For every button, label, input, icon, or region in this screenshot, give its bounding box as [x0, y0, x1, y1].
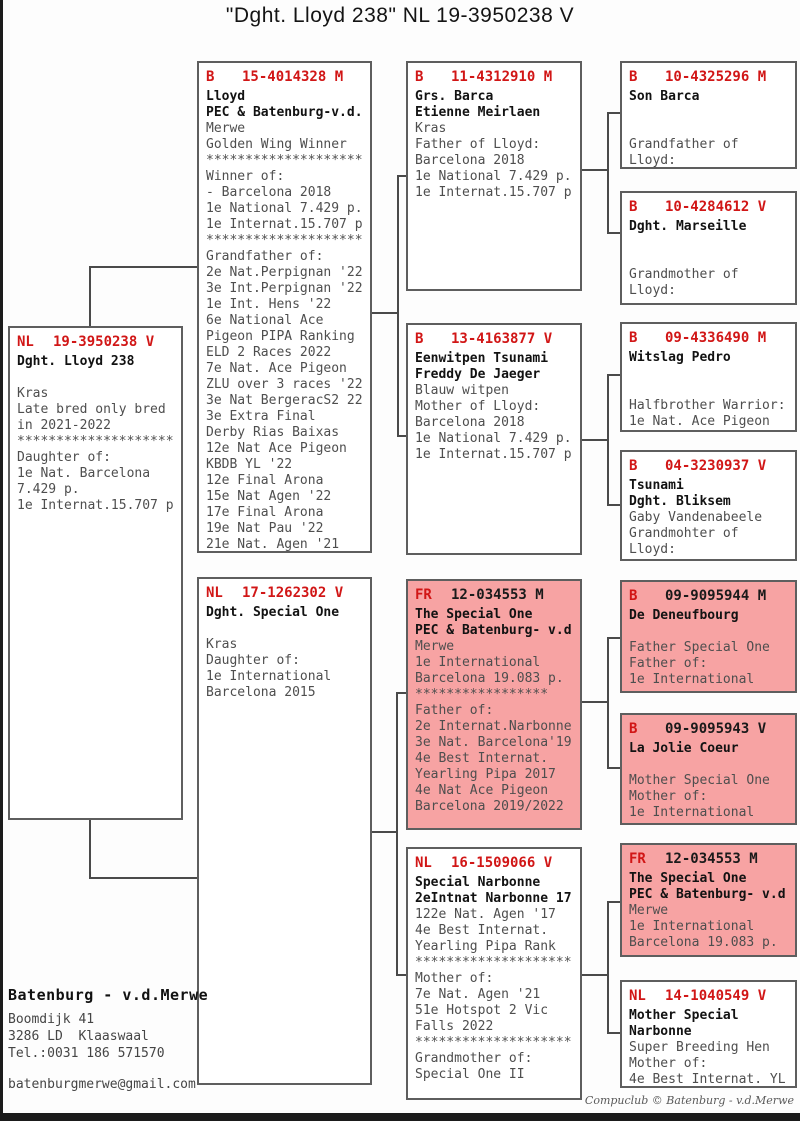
- ring-id: 09-4336490 M: [665, 330, 767, 346]
- pedigree-line: [629, 366, 792, 382]
- pedigree-line: Daughter of:: [206, 653, 300, 668]
- pedigree-line: Merwe: [629, 903, 669, 918]
- compuclub-credit: Compuclub © Batenburg - v.d.Merwe: [584, 1094, 794, 1107]
- pedigree-line: *****************: [415, 687, 549, 702]
- pedigree-line: 1e National 7.429 p.: [206, 201, 363, 216]
- pedigree-line: Mother Special One: [629, 773, 770, 788]
- pedigree-line: Yearling Pipa 2017: [415, 767, 556, 782]
- pedigree-line: Lloyd:: [629, 283, 676, 298]
- pedigree-line: 7e Nat. Ace Pigeon: [206, 361, 347, 376]
- pedigree-line: 17e Final Arona: [206, 505, 324, 520]
- country-code: B: [629, 330, 638, 346]
- country-code: B: [629, 588, 638, 604]
- pedigree-line: 1e National 7.429 p.: [415, 431, 572, 446]
- pedigree-line: 4e Nat Ace Pigeon: [415, 783, 549, 798]
- pedigree-box-tsunami: [620, 450, 797, 561]
- pedigree-line: 1e Nat. Ace Pigeon: [629, 414, 770, 429]
- ring-number: [415, 329, 577, 349]
- pedigree-line: Father of:: [629, 656, 708, 671]
- pigeon-name: Tsunami: [629, 478, 684, 493]
- ring-number: [415, 67, 577, 87]
- pedigree-line: 4e Best Internat. YL: [629, 1072, 786, 1087]
- ring-id: 16-1509066 V: [451, 855, 553, 871]
- pedigree-line: Blauw witpen: [415, 383, 509, 398]
- pedigree-line: 1e Internat.15.707 p: [415, 185, 572, 200]
- ring-id: 10-4284612 V: [665, 199, 767, 215]
- pedigree-line: 1e National 7.429 p.: [415, 169, 572, 184]
- pedigree-line: Super Breeding Hen: [629, 1040, 770, 1055]
- pedigree-box-subject: [8, 326, 183, 820]
- pedigree-line: 4e Best Internat.: [415, 751, 549, 766]
- pedigree-box-lloyd: [197, 61, 372, 553]
- pedigree-line: 1e Internat.15.707 p: [206, 217, 363, 232]
- ring-number: [206, 67, 367, 87]
- pedigree-line: ********************: [206, 153, 363, 168]
- pedigree-box-special_narbonne: [406, 847, 582, 1100]
- pedigree-line: Winner of:: [206, 169, 285, 184]
- pedigree-line: 1e International: [629, 672, 755, 687]
- pedigree-line: KBDB YL '22: [206, 457, 293, 472]
- pedigree-line: ELD 2 Races 2022: [206, 345, 332, 360]
- pedigree-box-witslag_pedro: [620, 322, 797, 432]
- pigeon-name: The Special One: [629, 871, 747, 886]
- ring-number: [629, 586, 792, 606]
- pedigree-line: 4e Best Internat.: [415, 923, 549, 938]
- pedigree-line: 12e Final Arona: [206, 473, 324, 488]
- country-code: B: [629, 199, 638, 215]
- pedigree-line: ********************: [206, 233, 363, 248]
- ring-id: 14-1040549 V: [665, 988, 767, 1004]
- ring-id: 15-4014328 M: [242, 69, 344, 85]
- pedigree-line: ********************: [415, 955, 572, 970]
- pedigree-line: Barcelona 2018: [415, 415, 525, 430]
- ring-number: [629, 986, 792, 1006]
- pigeon-name: Eenwitpen Tsunami: [415, 351, 549, 366]
- pedigree-line: [629, 235, 792, 251]
- pedigree-line: Merwe: [415, 639, 455, 654]
- country-code: NL: [206, 585, 223, 601]
- pedigree-line: Grandfather of:: [206, 249, 324, 264]
- pigeon-name: Dght. Lloyd 238: [17, 354, 135, 369]
- pedigree-line: 21e Nat. Agen '21: [206, 537, 340, 552]
- country-code: B: [629, 721, 638, 737]
- pedigree-line: 51e Hotspot 2 Vic: [415, 1003, 549, 1018]
- pedigree-line: 1e International: [629, 919, 755, 934]
- ring-number: [17, 332, 178, 352]
- pedigree-line: Falls 2022: [415, 1019, 494, 1034]
- loft-address-line: 3286 LD Klaaswaal: [8, 1029, 149, 1044]
- ring-number: [206, 583, 367, 603]
- ring-id: 09-9095944 M: [665, 588, 767, 604]
- loft-contact-block: [8, 987, 208, 1093]
- pigeon-name: Etienne Meirlaen: [415, 105, 541, 120]
- ring-id: 11-4312910 M: [451, 69, 553, 85]
- loft-address-line: Boomdijk 41: [8, 1012, 95, 1027]
- pedigree-box-dght_marseille: [620, 191, 797, 305]
- ring-id: 12-034553 M: [451, 587, 544, 603]
- ring-number: [415, 585, 577, 605]
- pedigree-line: Barcelona 19.083 p.: [629, 935, 778, 950]
- pedigree-line: ZLU over 3 races '22: [206, 377, 363, 392]
- pedigree-box-mother_special_narbonne: [620, 980, 797, 1088]
- pedigree-line: Lloyd:: [629, 542, 676, 557]
- pedigree-line: Daughter of:: [17, 450, 111, 465]
- ring-id: 13-4163877 V: [451, 331, 553, 347]
- pedigree-box-grs_barca: [406, 61, 582, 291]
- pedigree-line: 3e Nat. Barcelona'19: [415, 735, 572, 750]
- pedigree-line: - Barcelona 2018: [206, 185, 332, 200]
- pigeon-name: 2eIntnat Narbonne 17: [415, 891, 572, 906]
- pedigree-line: 7e Nat. Agen '21: [415, 987, 541, 1002]
- country-code: B: [206, 69, 215, 85]
- pedigree-line: Lloyd:: [629, 153, 676, 168]
- pedigree-line: Golden Wing Winner: [206, 137, 347, 152]
- pedigree-line: Special One II: [415, 1067, 525, 1082]
- pedigree-line: 15e Nat Agen '22: [206, 489, 332, 504]
- pigeon-name: PEC & Batenburg- v.d: [629, 887, 786, 902]
- country-code: B: [629, 69, 638, 85]
- pedigree-line: Merwe: [206, 121, 246, 136]
- pedigree-line: 2e Internat.Narbonne: [415, 719, 572, 734]
- country-code: FR: [629, 851, 646, 867]
- pedigree-line: Gaby Vandenabeele: [629, 510, 763, 525]
- pedigree-line: ********************: [415, 1035, 572, 1050]
- pedigree-line: Mother of Lloyd:: [415, 399, 541, 414]
- pedigree-line: Grandmother of:: [415, 1051, 533, 1066]
- pigeon-name: PEC & Batenburg- v.d: [415, 623, 572, 638]
- ring-number: [629, 197, 792, 217]
- pedigree-box-dght_special_one: [197, 577, 372, 1085]
- country-code: B: [415, 331, 424, 347]
- pedigree-line: Barcelona 2018: [415, 153, 525, 168]
- ring-id: 17-1262302 V: [242, 585, 344, 601]
- pedigree-line: 1e Nat. Barcelona: [17, 466, 151, 481]
- ring-id: 19-3950238 V: [53, 334, 155, 350]
- pedigree-line: Father of:: [415, 703, 494, 718]
- pigeon-name: De Deneufbourg: [629, 608, 739, 623]
- pedigree-line: Father Special One: [629, 640, 770, 655]
- pigeon-name: Dght. Bliksem: [629, 494, 731, 509]
- pedigree-box-eenwitpen_tsunami: [406, 323, 582, 555]
- pedigree-line: 6e National Ace: [206, 313, 324, 328]
- pedigree-line: Kras: [415, 121, 447, 136]
- pedigree-line: Yearling Pipa Rank: [415, 939, 556, 954]
- pedigree-line: Mother of:: [415, 971, 494, 986]
- country-code: NL: [17, 334, 34, 350]
- pedigree-line: Mother of:: [629, 1056, 708, 1071]
- scan-edge-left: [0, 0, 3, 1121]
- pedigree-line: 1e International: [415, 655, 541, 670]
- country-code: B: [415, 69, 424, 85]
- pedigree-line: 3e Extra Final: [206, 409, 316, 424]
- pedigree-line: [629, 105, 792, 121]
- pigeon-name: The Special One: [415, 607, 533, 622]
- scan-edge-bottom: [0, 1113, 800, 1121]
- pigeon-name: Narbonne: [629, 1024, 692, 1039]
- pigeon-name: Mother Special: [629, 1008, 739, 1023]
- ring-id: 12-034553 M: [665, 851, 758, 867]
- pedigree-line: Barcelona 2015: [206, 685, 316, 700]
- country-code: NL: [415, 855, 432, 871]
- pedigree-line: Mother of:: [629, 789, 708, 804]
- country-code: B: [629, 458, 638, 474]
- loft-email: batenburgmerwe@gmail.com: [8, 1077, 196, 1092]
- country-code: NL: [629, 988, 646, 1004]
- pedigree-line: Halfbrother Warrior:: [629, 398, 786, 413]
- pedigree-box-de_deneufbourg: [620, 580, 797, 693]
- pedigree-line: 1e Internat.15.707 p: [17, 498, 174, 513]
- pedigree-line: [629, 382, 792, 398]
- ring-number: [415, 853, 577, 873]
- ring-number: [629, 67, 792, 87]
- loft-phone: Tel.:0031 186 571570: [8, 1046, 165, 1061]
- pedigree-line: [17, 370, 178, 386]
- pigeon-name: Grs. Barca: [415, 89, 494, 104]
- pedigree-box-the_special_one_2: [620, 843, 797, 957]
- pigeon-name: Special Narbonne: [415, 875, 541, 890]
- pedigree-line: 1e International: [629, 805, 755, 820]
- pedigree-line: ********************: [17, 434, 174, 449]
- pedigree-box-la_jolie_coeur: [620, 713, 797, 825]
- ring-id: 04-3230937 V: [665, 458, 767, 474]
- pedigree-line: 3e Int.Perpignan '22: [206, 281, 363, 296]
- ring-number: [629, 849, 792, 869]
- pedigree-line: Pigeon PIPA Ranking: [206, 329, 355, 344]
- pedigree-line: [629, 121, 792, 137]
- ring-number: [629, 328, 792, 348]
- pedigree-line: Grandfather of: [629, 137, 739, 152]
- pedigree-line: Derby Rias Baixas: [206, 425, 340, 440]
- pedigree-line: Grandmother of: [629, 267, 739, 282]
- ring-number: [629, 456, 792, 476]
- pedigree-line: 1e Internat.15.707 p: [415, 447, 572, 462]
- pigeon-name: Freddy De Jaeger: [415, 367, 541, 382]
- pedigree-line: Barcelona 19.083 p.: [415, 671, 564, 686]
- pedigree-line: [629, 757, 792, 773]
- pedigree-line: Father of Lloyd:: [415, 137, 541, 152]
- pedigree-line: Kras: [206, 637, 238, 652]
- pedigree-line: [629, 624, 792, 640]
- pedigree-line: in 2021-2022: [17, 418, 111, 433]
- pedigree-line: Late bred only bred: [17, 402, 166, 417]
- pedigree-line: 7.429 p.: [17, 482, 80, 497]
- pigeon-name: Son Barca: [629, 89, 700, 104]
- pigeon-name: Lloyd: [206, 89, 246, 104]
- pigeon-name: Dght. Marseille: [629, 219, 747, 234]
- pedigree-line: 1e Int. Hens '22: [206, 297, 332, 312]
- pedigree-line: 1e International: [206, 669, 332, 684]
- page-title: "Dght. Lloyd 238" NL 19-3950238 V: [225, 4, 575, 27]
- pedigree-line: 2e Nat.Perpignan '22: [206, 265, 363, 280]
- pedigree-line: [629, 251, 792, 267]
- pedigree-line: 19e Nat Pau '22: [206, 521, 324, 536]
- pedigree-box-son_barca: [620, 61, 797, 169]
- pedigree-line: [206, 621, 367, 637]
- pedigree-line: Grandmohter of: [629, 526, 739, 541]
- ring-id: 10-4325296 M: [665, 69, 767, 85]
- pedigree-line: 12e Nat Ace Pigeon: [206, 441, 347, 456]
- country-code: FR: [415, 587, 432, 603]
- ring-number: [629, 719, 792, 739]
- pedigree-box-the_special_one: [406, 579, 582, 830]
- pigeon-name: Witslag Pedro: [629, 350, 731, 365]
- pigeon-name: Dght. Special One: [206, 605, 340, 620]
- pedigree-line: 3e Nat BergeracS2 22: [206, 393, 363, 408]
- ring-id: 09-9095943 V: [665, 721, 767, 737]
- pigeon-name: La Jolie Coeur: [629, 741, 739, 756]
- pedigree-line: 122e Nat. Agen '17: [415, 907, 556, 922]
- pedigree-line: Barcelona 2019/2022: [415, 799, 564, 814]
- loft-name: Batenburg - v.d.Merwe: [8, 986, 209, 1004]
- pigeon-name: PEC & Batenburg-v.d.: [206, 105, 363, 120]
- pedigree-line: Kras: [17, 386, 49, 401]
